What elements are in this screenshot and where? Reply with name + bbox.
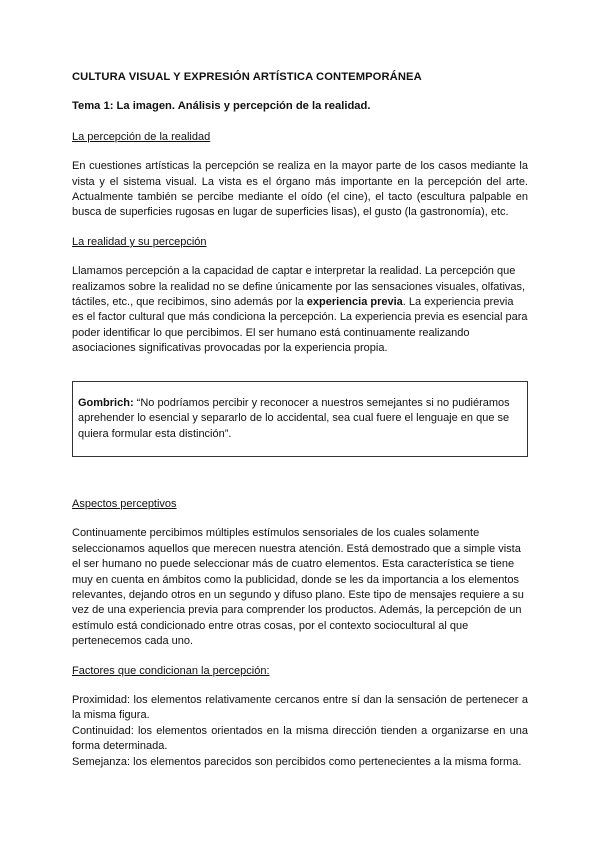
quote-text: “No podríamos percibir y reconocer a nuestros semejantes si no pudiéramos aprehender lo esencial y separarlo de lo accidental, sea cual fuere el lenguaje en que se quiera formular esta distinción”. (78, 396, 510, 440)
document-page (72, 70, 528, 770)
paragraph-realidad-percepcion (72, 264, 528, 356)
paragraph-percepcion-realidad: En cuestiones artísticas la percepción se realiza en la mayor parte de los casos mediante la vista y el sistema visual. La vista es el órgano más importante en la percepción del arte. Actualmente también se percibe mediante el oído (el cine), el tacto (escultura palpable en busca de superficies rugosas en lugar de superficies lisas), el gusto (la gastronomía), etc. (72, 160, 528, 219)
document-title: CULTURA VISUAL Y EXPRESIÓN ARTÍSTICA CONTEMPORÁNEA (72, 71, 422, 83)
paragraph-text-part: Llamamos percepción a la capacidad de captar e interpretar la realidad. La percepción que realizamos sobre la realidad no se define únicamente por las sensaciones visuales, olfativas, táctiles, etc., que recibimos, sino además por la (72, 265, 526, 309)
factor-semejanza: Semejanza: los elementos parecidos son percibidos como pertenecientes a la misma forma. (72, 755, 522, 768)
paragraph-text-part: . La experiencia previa es el factor cultural que más condiciona la percepción. La experiencia previa es esencial para poder identificar lo que percibimos. El ser humano está continuamente realizando asociaciones significativas provocadas por la experiencia propia. (72, 296, 528, 355)
section-heading-aspectos-perceptivos: Aspectos perceptivos (72, 497, 177, 510)
factors-list (72, 693, 528, 770)
quote-author: Gombrich: (78, 396, 134, 409)
section-heading-factores: Factores que condicionan la percepción: (72, 664, 270, 677)
quote-box (72, 381, 528, 457)
section-heading-percepcion-realidad: La percepción de la realidad (72, 130, 211, 143)
section-heading-realidad-percepcion: La realidad y su percepción (72, 235, 207, 248)
factor-proximidad: Proximidad: los elementos relativamente cercanos entre sí dan la sensación de pertenecer a la misma figura. (72, 693, 528, 722)
document-subtitle: Tema 1: La imagen. Análisis y percepción de la realidad. (72, 100, 371, 113)
paragraph-aspectos-perceptivos: Continuamente percibimos múltiples estímulos sensoriales de los cuales solamente seleccionamos aquellos que merecen nuestra atención. Está demostrado que a simple vista el ser humano no puede seleccionar más de cuatro elementos. Esta característica se tiene muy en cuenta en ámbitos como la publicidad, donde se les da importancia a los elementos relevantes, dejando otros en un segundo y difuso plano. Este tipo de mensajes requiere a su vez de una experiencia previa para comprender los productos. Además, la percepción de un estímulo está condicionado entre otras cosas, por el contexto sociocultural al que pertenecemos cada uno. (72, 527, 524, 648)
emphasis-experiencia-previa: experiencia previa (306, 296, 403, 309)
factor-continuidad: Continuidad: los elementos orientados en la misma dirección tienden a organizarse en una forma determinada. (72, 724, 528, 753)
